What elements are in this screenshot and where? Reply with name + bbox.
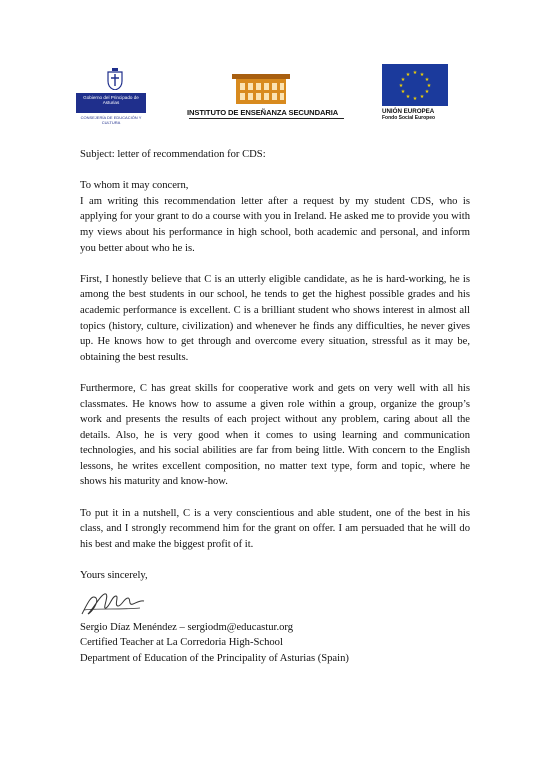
eu-name: UNIÓN EUROPEA [382, 108, 435, 115]
government-label: Gobierno del Principado de Asturias [76, 93, 146, 113]
asturias-crest-icon [106, 68, 124, 90]
asturias-government-logo [76, 68, 166, 125]
svg-text:★: ★ [424, 89, 430, 95]
svg-text:★: ★ [419, 94, 425, 100]
eu-fund-name: Fondo Social Europeo [382, 115, 436, 121]
svg-text:★: ★ [419, 72, 425, 78]
letter-body [80, 147, 470, 666]
eu-logo-block [382, 64, 460, 121]
eu-flag-icon [382, 64, 448, 106]
svg-text:★: ★ [424, 77, 430, 83]
handwritten-signature [78, 584, 148, 620]
paragraph-conclusion: To put it in a nutshell, C is a very conscientious and able student, one of the best in his class, and I strongly recommend him for the grant on offer. I am persuaded that he will do his best and make the biggest profit of it. [80, 507, 470, 550]
svg-text:★: ★ [405, 94, 411, 100]
signer-department: Department of Education of the Principality of Asturias (Spain) [80, 652, 349, 664]
svg-text:★: ★ [400, 77, 406, 83]
salutation: To whom it may concern, [80, 180, 189, 192]
closing: Yours sincerely, [80, 570, 148, 582]
svg-text:★: ★ [398, 83, 404, 89]
svg-text:★: ★ [405, 72, 411, 78]
school-name: INSTITUTO DE ENSEÑANZA SECUNDARIA [187, 108, 339, 117]
school-divider [189, 118, 344, 119]
signer-name-email: Sergio Díaz Menéndez – sergiodm@educastur.org [80, 621, 294, 633]
svg-text:★: ★ [400, 89, 406, 95]
paragraph-skills: Furthermore, C has great skills for cooperative work and gets on very well with all his classmates. He knows how to assume a given role within a group, organize the group’s work and presents the results of each project without any problem, caring about all the details. Also, he is very good when it comes to using learning and communication technologies, and his social abilities are far from being little. With concern to the English lessons, he writes excellent composition, no matter text type, form and topic, where he shows his maturity and know-how. [80, 382, 470, 488]
paragraph-academic: First, I honestly believe that C is an utterly eligible candidate, as he is hard-working, he is among the best students in our school, he tends to get the highest possible grades and his academic performance is excellent. C is a brilliant student who shows interest in almost all topics (history, culture, civilization) and whenever he finds any difficulties, he never gives up. He knows how to get through and overcome every situation, stressful as it may be, obtaining the best results. [80, 273, 470, 363]
ministry-label: CONSEJERÍA DE EDUCACIÓN Y CULTURA [80, 115, 142, 125]
paragraph-intro: I am writing this recommendation letter after a request by my student CDS, who is applying for your grant to do a course with you in Ireland. He asked me to provide you with my views about his performance in high school, both academic and personal, and inform you better about who he is. [80, 195, 470, 254]
subject-line: Subject: letter of recommendation for CDS: [80, 149, 266, 160]
signer-title: Certified Teacher at La Corredoria High-School [80, 637, 283, 649]
svg-text:★: ★ [412, 70, 418, 76]
svg-text:★: ★ [412, 96, 418, 102]
school-building-icon [232, 72, 290, 106]
svg-text:★: ★ [426, 83, 432, 89]
